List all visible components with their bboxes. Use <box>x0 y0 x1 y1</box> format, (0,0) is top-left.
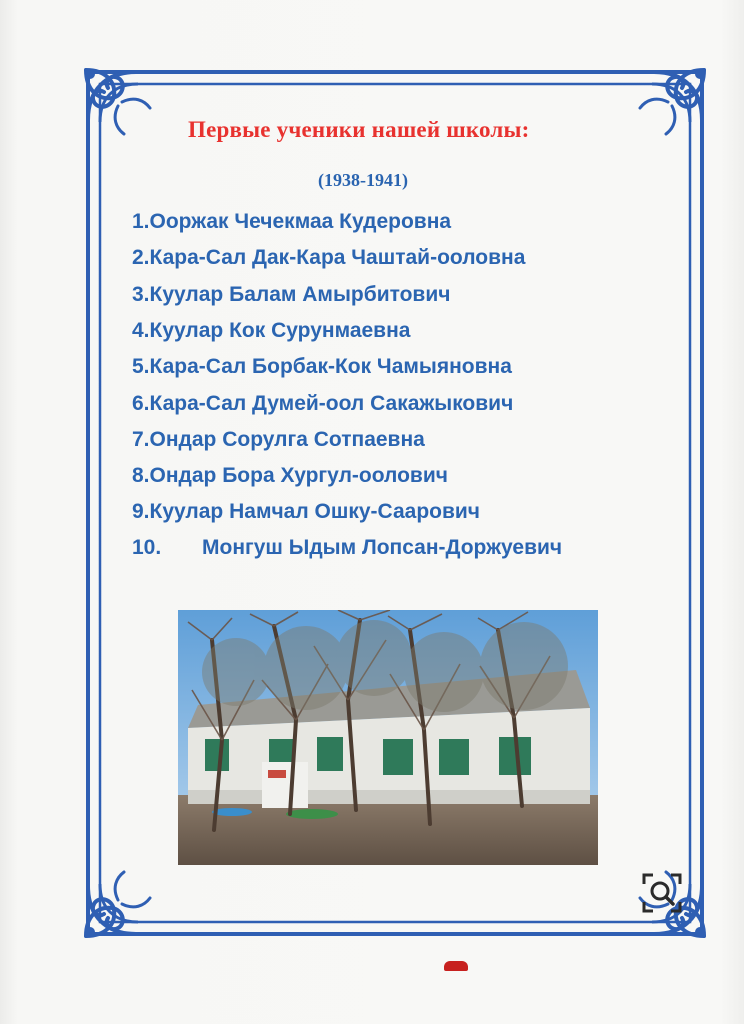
student-list-item <box>132 500 480 524</box>
student-name: Куулар Кок Сурунмаевна <box>149 319 411 342</box>
student-name: Ондар Бора Хургул-оолович <box>149 464 448 487</box>
student-number: 7. <box>132 428 150 451</box>
student-number: 6. <box>132 392 150 415</box>
student-name: Куулар Балам Амырбитович <box>149 283 451 306</box>
student-name: Кара-Сал Думей-оол Сакажыкович <box>149 392 514 415</box>
student-name: Куулар Намчал Ошку-Саарович <box>149 500 480 523</box>
magnifier-icon <box>639 870 685 916</box>
corner-flourish-icon <box>85 872 150 937</box>
student-number: 10. <box>132 536 162 559</box>
student-name: Монгуш Ыдым Лопсан-Доржуевич <box>202 536 563 559</box>
student-name: Ооржак Чечекмаа Кудеровна <box>149 210 452 233</box>
student-number: 5. <box>132 355 150 378</box>
student-list-item <box>132 428 425 452</box>
corner-flourish-icon <box>640 69 705 134</box>
years-range: (1938-1941) <box>318 170 408 190</box>
student-number: 1. <box>132 210 150 233</box>
student-list-item <box>132 536 562 560</box>
student-name: Кара-Сал Борбак-Кок Чамыяновна <box>149 355 512 378</box>
student-list-item <box>132 319 410 343</box>
student-list-item <box>132 283 450 307</box>
student-list-item <box>132 355 512 379</box>
student-list-item <box>132 210 451 234</box>
student-number: 8. <box>132 464 150 487</box>
student-number: 2. <box>132 246 150 269</box>
student-number: 9. <box>132 500 150 523</box>
student-list-item <box>132 464 448 488</box>
student-number: 3. <box>132 283 150 306</box>
school-building-photo <box>178 610 598 865</box>
corner-flourish-icon <box>85 69 150 134</box>
zoom-button[interactable] <box>639 870 685 916</box>
student-name: Кара-Сал Дак-Кара Чаштай-ооловна <box>149 246 526 269</box>
red-mark <box>444 961 468 971</box>
student-list-item <box>132 246 525 270</box>
student-number: 4. <box>132 319 150 342</box>
document-title: Первые ученики нашей школы: <box>188 117 530 142</box>
student-list-item <box>132 392 513 416</box>
student-name: Ондар Сорулга Сотпаевна <box>149 428 425 451</box>
